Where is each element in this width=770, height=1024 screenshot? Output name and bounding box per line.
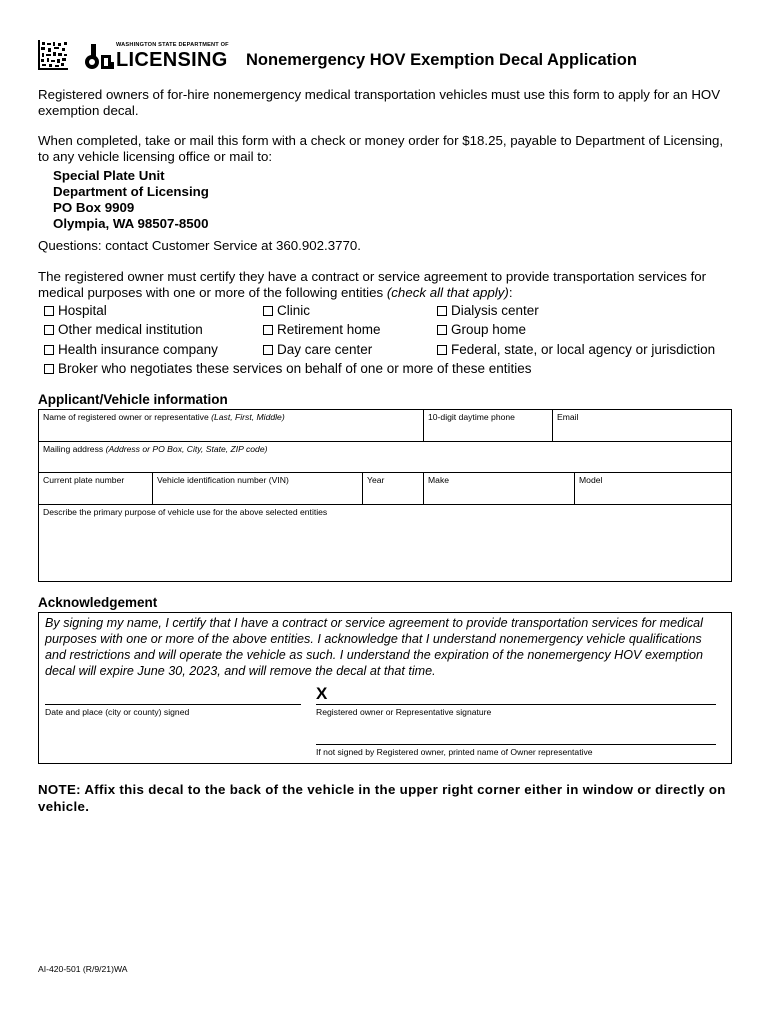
address-line: Special Plate Unit [53, 168, 165, 183]
checkbox-label: Retirement home [277, 322, 381, 337]
model-field[interactable] [574, 472, 732, 504]
owner-name-field[interactable] [38, 409, 423, 441]
plate-number-field[interactable] [38, 472, 152, 504]
vin-field[interactable] [152, 472, 362, 504]
address-line: PO Box 9909 [53, 200, 135, 215]
printed-name-line[interactable] [316, 744, 716, 745]
field-label: Make [428, 475, 450, 485]
field-label: Vehicle identification number (VIN) [157, 475, 289, 485]
email-field[interactable] [552, 409, 732, 441]
vehicle-purpose-field[interactable] [38, 504, 732, 582]
printed-name-label: If not signed by Registered owner, printed name of Owner representative [316, 747, 593, 757]
checkbox-icon[interactable] [263, 325, 273, 335]
certify-hint: (check all that apply) [386, 285, 509, 300]
checkbox-group-home[interactable] [437, 322, 526, 337]
field-label: Year [367, 475, 385, 485]
checkbox-icon[interactable] [437, 306, 447, 316]
field-label: Email [557, 412, 579, 422]
date-place-label: Date and place (city or county) signed [45, 707, 190, 717]
field-label: Mailing address [43, 444, 106, 454]
dol-logo [83, 42, 228, 72]
checkbox-label: Group home [451, 322, 527, 337]
signature-label: Registered owner or Representative signature [316, 707, 492, 717]
checkbox-label: Other medical institution [58, 322, 203, 337]
field-hint: (Address or PO Box, City, State, ZIP code) [105, 444, 268, 454]
field-label: Current plate number [43, 475, 125, 485]
checkbox-federal-agency[interactable] [437, 342, 715, 357]
checkbox-day-care[interactable] [263, 342, 372, 357]
field-label: Model [579, 475, 603, 485]
checkbox-icon[interactable] [44, 364, 54, 374]
field-label: Name of registered owner or representative [43, 412, 212, 422]
checkbox-icon[interactable] [263, 345, 273, 355]
year-field[interactable] [362, 472, 423, 504]
address-line: Olympia, WA 98507-8500 [53, 216, 209, 231]
checkbox-icon[interactable] [437, 345, 447, 355]
checkbox-other-medical[interactable] [44, 322, 203, 337]
checkbox-hospital[interactable] [44, 303, 107, 318]
signature-x-mark: X [316, 684, 328, 703]
field-label: Describe the primary purpose of vehicle use for the above selected entities [43, 507, 328, 517]
checkbox-retirement-home[interactable] [263, 322, 381, 337]
make-field[interactable] [423, 472, 574, 504]
intro-paragraph: Registered owners of for-hire nonemergency medical transportation vehicles must use this form to apply for an HOV exemption decal. [38, 87, 721, 118]
certify-colon: : [508, 285, 513, 300]
field-label: 10-digit daytime phone [428, 412, 515, 422]
logo-licensing-text: LICENSING [116, 49, 228, 71]
certify-text: The registered owner must certify they have a contract or service agreement to provide transportation services for medical purposes with one or more of the following entities [38, 269, 707, 300]
questions-text: Questions: contact Customer Service at 360.902.3770. [38, 238, 362, 253]
daytime-phone-field[interactable] [423, 409, 552, 441]
applicant-section-title: Applicant/Vehicle information [38, 392, 228, 407]
checkbox-icon[interactable] [263, 306, 273, 316]
checkbox-label: Health insurance company [58, 342, 218, 357]
form-id: AI-420-501 (R/9/21)WA [38, 964, 128, 974]
checkbox-icon[interactable] [44, 345, 54, 355]
mailing-address-block [53, 168, 209, 232]
certify-paragraph [38, 269, 738, 301]
checkbox-health-insurance[interactable] [44, 342, 218, 357]
checkbox-icon[interactable] [44, 325, 54, 335]
payment-paragraph: When completed, take or mail this form with a check or money order for $18.25, payable to Department of Licensing, to any vehicle licensing office or mail to: [38, 133, 724, 164]
checkbox-clinic[interactable] [263, 303, 310, 318]
checkbox-label: Broker who negotiates these services on behalf of one or more of these entities [58, 361, 532, 376]
checkbox-label: Day care center [277, 342, 373, 357]
acknowledgement-text: By signing my name, I certify that I have a contract or service agreement to provide transportation services for medical purposes with one or more of the above entities. I acknowledge that I understand nonemergency vehicle qualifications and restrictions and will operate the vehicle as such. I understand the expiration of the nonemergency HOV exemption decal will expire June 30, 2023, and will remove the decal at that time. [45, 616, 704, 678]
checkbox-label: Hospital [58, 303, 107, 318]
checkbox-label: Dialysis center [451, 303, 539, 318]
checkbox-dialysis-center[interactable] [437, 303, 539, 318]
field-hint: (Last, First, Middle) [211, 412, 285, 422]
checkbox-icon[interactable] [437, 325, 447, 335]
mailing-address-field[interactable] [38, 441, 732, 472]
checkbox-broker[interactable] [44, 361, 532, 376]
affix-note: NOTE: Affix this decal to the back of the vehicle in the upper right corner either in window or directly on vehicle. [38, 782, 726, 814]
address-line: Department of Licensing [53, 184, 209, 199]
date-place-line[interactable] [45, 704, 301, 705]
form-title: Nonemergency HOV Exemption Decal Application [246, 51, 637, 69]
checkbox-label: Federal, state, or local agency or jurisdiction [451, 342, 716, 357]
checkbox-icon[interactable] [44, 306, 54, 316]
checkbox-label: Clinic [277, 303, 311, 318]
signature-line[interactable] [316, 704, 716, 705]
logo-agency-text: WASHINGTON STATE DEPARTMENT OF [116, 42, 229, 48]
barcode-image [38, 40, 68, 70]
acknowledgement-section-title: Acknowledgement [38, 595, 158, 610]
